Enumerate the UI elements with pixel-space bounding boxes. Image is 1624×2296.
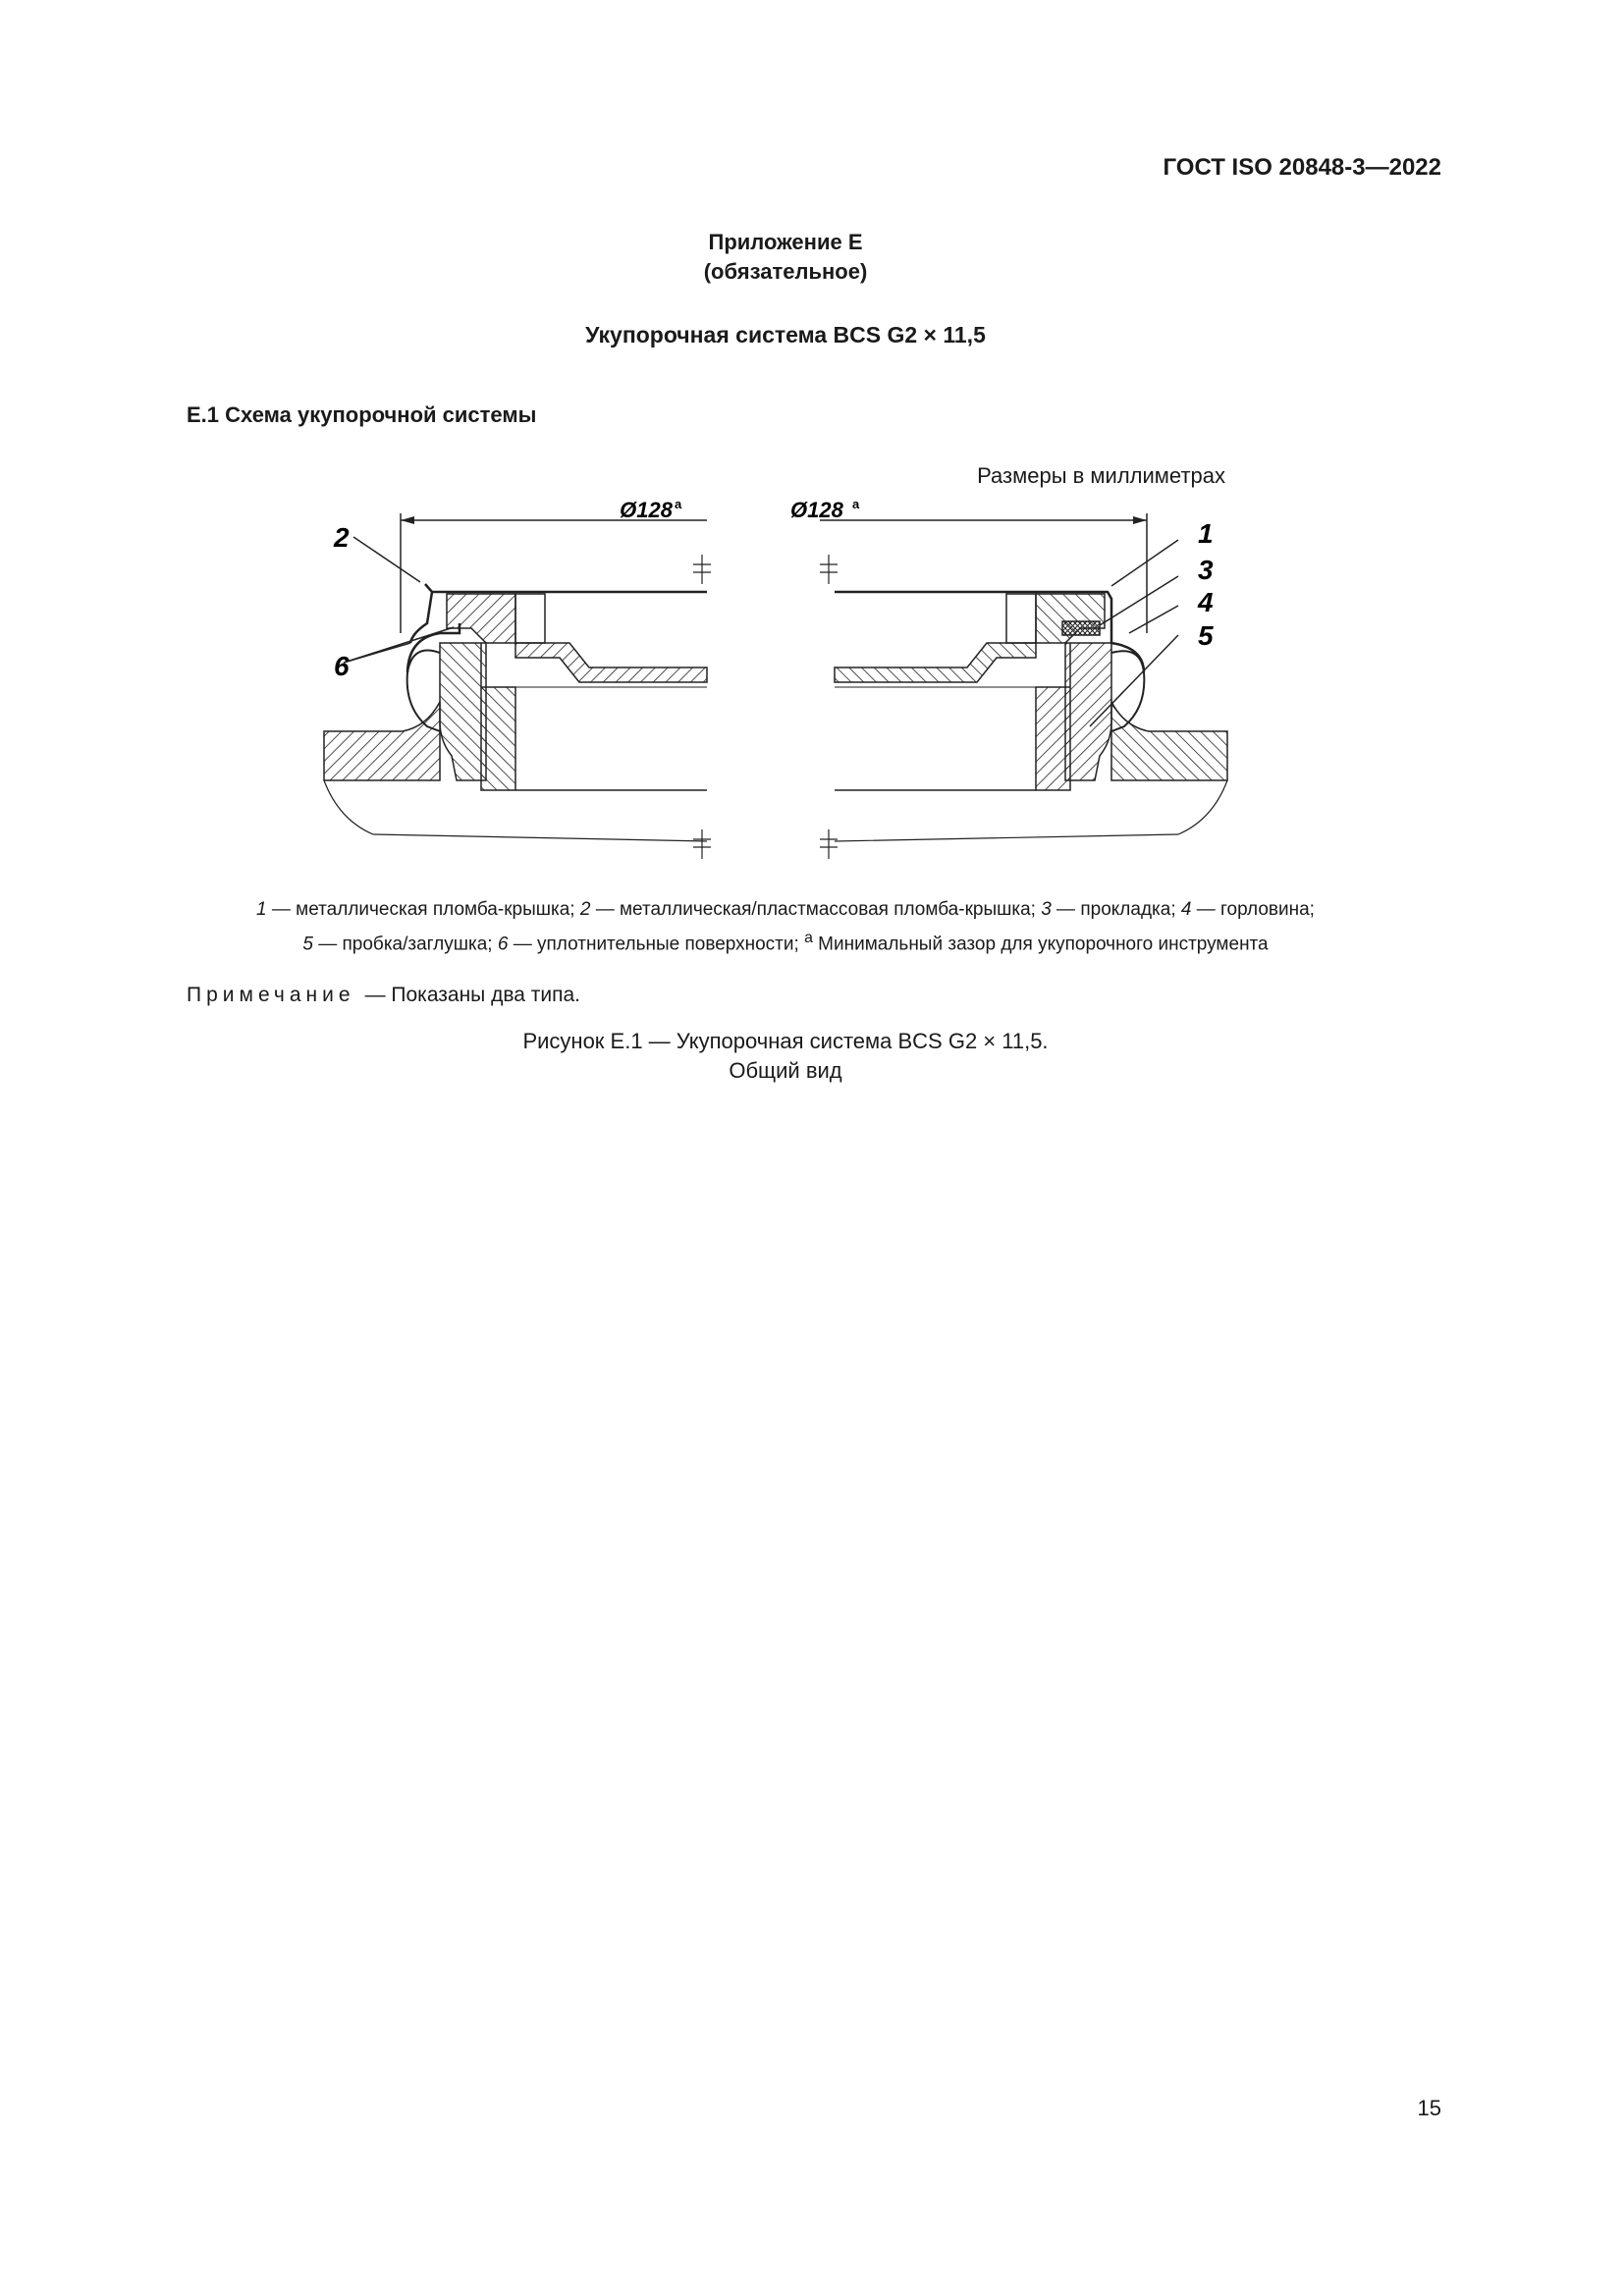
legend-text-3: — прокладка;	[1051, 899, 1181, 920]
dimension-label-left: Ø128	[620, 498, 673, 522]
footnote-mark: a	[804, 930, 813, 946]
appendix-status: (обязательное)	[703, 259, 868, 284]
dimension-label-right: Ø128	[790, 498, 843, 522]
right-section-view	[835, 592, 1227, 841]
section-title: Укупорочная система BCS G2 × 11,5	[585, 322, 986, 347]
caption-line-2: Общий вид	[729, 1058, 842, 1083]
subsection-title: Е.1 Схема укупорочной системы	[187, 402, 537, 427]
legend-num-4: 4	[1180, 899, 1192, 920]
note	[187, 984, 580, 1007]
figure-caption	[0, 1027, 1571, 1086]
callout-4: 4	[1198, 587, 1214, 617]
appendix-heading	[0, 228, 1571, 287]
legend-num-2: 2	[579, 899, 591, 920]
note-text: — Показаны два типа.	[364, 984, 581, 1006]
callout-5: 5	[1198, 620, 1214, 651]
legend-line-1	[0, 895, 1571, 924]
closure-system-drawing	[314, 496, 1237, 869]
caption-line-1: Рисунок Е.1 — Укупорочная система BCS G2 × 11,5.	[522, 1029, 1049, 1053]
legend-line-2	[0, 924, 1571, 958]
legend-num-5: 5	[302, 934, 313, 955]
note-label: Примечание	[187, 984, 355, 1006]
callout-2: 2	[334, 522, 350, 553]
legend-num-3: 3	[1041, 899, 1052, 920]
callout-6: 6	[334, 651, 350, 681]
dimension-sup-left: a	[675, 497, 682, 511]
document-code: ГОСТ ISO 20848-3—2022	[1163, 154, 1441, 181]
legend-num-6: 6	[497, 934, 509, 955]
legend-num-1: 1	[256, 899, 267, 920]
footnote-text: Минимальный зазор для укупорочного инструмента	[812, 934, 1269, 955]
page-number: 15	[1417, 2096, 1441, 2120]
legend-text-1: — металлическая пломба-крышка;	[266, 899, 580, 920]
left-section-view	[324, 584, 707, 841]
figure-legend	[0, 895, 1571, 958]
callout-3: 3	[1198, 555, 1214, 585]
dimension-sup-right: a	[852, 497, 860, 511]
legend-text-5: — пробка/заглушка;	[312, 934, 498, 955]
appendix-title: Приложение Е	[708, 230, 863, 254]
legend-text-2: — металлическая/пластмассовая пломба-крышка;	[590, 899, 1042, 920]
legend-text-4: — горловина;	[1191, 899, 1315, 920]
callout-1: 1	[1198, 518, 1214, 549]
units-note: Размеры в миллиметрах	[977, 463, 1225, 488]
center-axis-marks	[693, 555, 838, 859]
legend-text-6: — уплотнительные поверхности;	[508, 934, 805, 955]
